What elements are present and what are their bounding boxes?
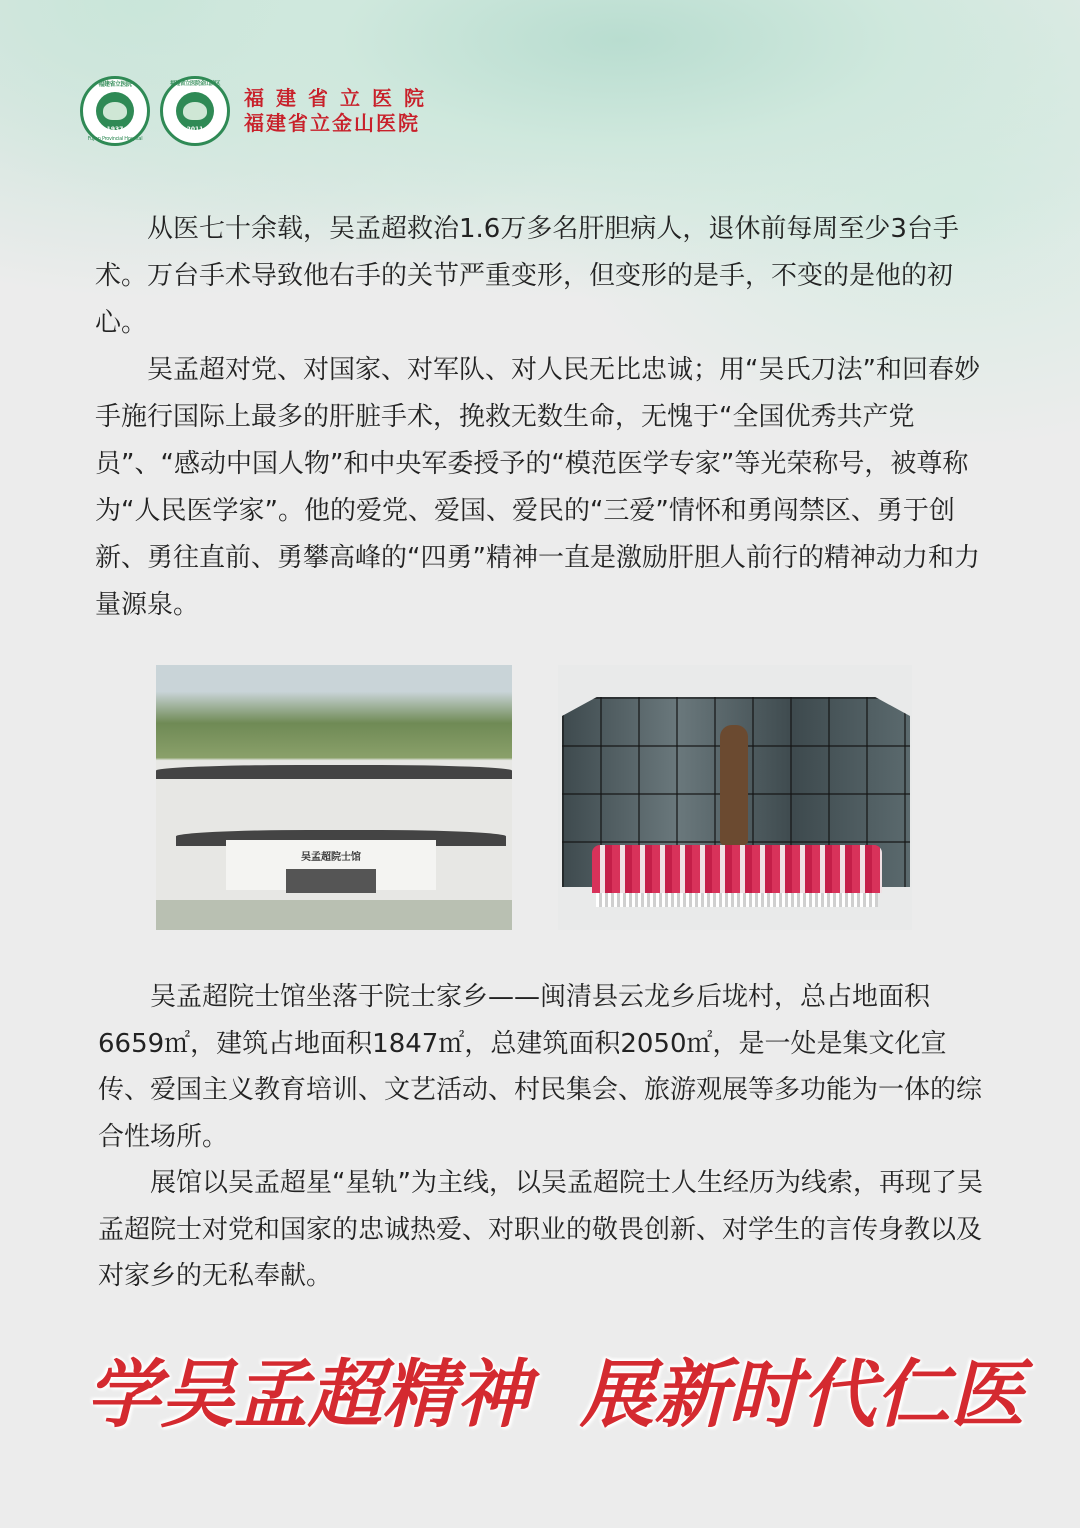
logo-year: 2011 bbox=[186, 126, 204, 133]
museum-sign: 吴孟超院士馆 bbox=[301, 852, 361, 863]
fence bbox=[596, 893, 878, 907]
logo-rim-english: Fujian Provincial Hospital bbox=[87, 136, 143, 142]
slogan-part1: 学吴孟超精神 bbox=[86, 1352, 530, 1438]
hospital-name: 福建省立医院 bbox=[244, 86, 436, 110]
statue bbox=[720, 725, 748, 845]
paragraph: 吴孟超院士馆坐落于院士家乡——闽清县云龙乡后垅村，总占地面积6659㎡，建筑占地面积1847㎡，总建筑面积2050㎡，是一处是集文化宣传、爱国主义教育培训、文艺活动、村民集会、旅游观展等多功能为一体的综合性场所。 bbox=[98, 982, 983, 1152]
hospital-logo bbox=[80, 76, 150, 146]
hospital-name-jinshan: 福建省立金山医院 bbox=[244, 111, 420, 135]
plaza bbox=[156, 900, 512, 930]
logo-year: 1937 bbox=[106, 126, 124, 133]
slogan-part2: 展新时代仁医 bbox=[580, 1352, 1024, 1438]
intro-text bbox=[95, 206, 980, 629]
slogan bbox=[86, 1336, 1024, 1442]
paragraph: 从医七十余载，吴孟超救治1.6万多名肝胆病人，退休前每周至少3台手术。万台手术导致他右手的关节严重变形，但变形的是手，不变的是他的初心。 bbox=[95, 214, 959, 338]
header bbox=[80, 76, 436, 146]
paragraph: 展馆以吴孟超星“星轨”为主线，以吴孟超院士人生经历为线索，再现了吴孟超院士对党和国家的忠诚热爱、对职业的敬畏创新、对学生的言传身教以及对家乡的无私奉献。 bbox=[98, 1168, 983, 1291]
logo-rim-text: 福建省立医院 bbox=[98, 81, 132, 88]
building-facade bbox=[226, 840, 436, 890]
roof bbox=[156, 765, 512, 779]
museum-text bbox=[98, 974, 986, 1300]
statue-photo bbox=[558, 665, 912, 930]
flower-bed bbox=[592, 845, 882, 893]
paragraph: 吴孟超对党、对国家、对军队、对人民无比忠诚；用“吴氏刀法”和回春妙手施行国际上最多的肝脏手术，挽救无数生命，无愧于“全国优秀共产党员”、“感动中国人物”和中央军委授予的“模范医学专家”等光荣称号，被尊称为“人民医学家”。他的爱党、爱国、爱民的“三爱”情怀和勇闯禁区、勇于创新、勇往直前、勇攀高峰的“四勇”精神一直是激励肝胆人前行的精神动力和力量源泉。 bbox=[95, 355, 980, 620]
tree-icon bbox=[103, 102, 127, 120]
logo-rim-text: 福建省立医院金山院区 bbox=[169, 81, 220, 87]
jinshan-logo bbox=[160, 76, 230, 146]
museum-aerial-photo bbox=[156, 665, 512, 930]
hospital-names bbox=[244, 86, 436, 136]
entrance bbox=[286, 869, 376, 893]
tree-icon bbox=[183, 102, 207, 120]
